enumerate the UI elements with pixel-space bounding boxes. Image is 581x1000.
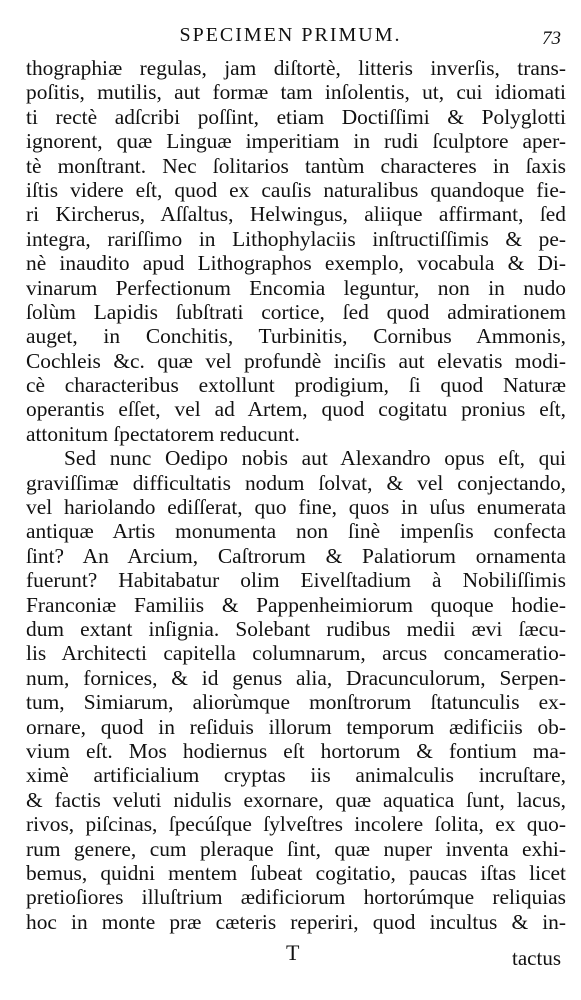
text-line: pretioſiores illuſtrium ædificiorum hortorúmque reliquias xyxy=(26,885,566,910)
text-line: Franconiæ Familiis & Pappenheimiorum quoque hodie- xyxy=(26,592,566,617)
text-line: bemus, quidni mentem ſubeat cogitatio, paucas iſtas licet xyxy=(26,860,566,885)
text-line: Sed nunc Oedipo nobis aut Alexandro opus eſt, qui xyxy=(64,446,566,471)
text-line: attonitum ſpectatorem reducunt. xyxy=(26,421,300,446)
text-line: integra, rariſſimo in Lithophylaciis inſtructiſſimis & pe- xyxy=(26,226,566,251)
text-line: antiquæ Artis monumenta non ſinè impenſis confecta xyxy=(26,519,566,544)
text-line: nè inaudito apud Lithographos exemplo, vocabula & Di- xyxy=(26,251,566,276)
text-line: auget, in Conchitis, Turbinitis, Cornibus Ammonis, xyxy=(26,324,566,349)
page-title: SPECIMEN PRIMUM. xyxy=(179,24,402,46)
text-line: tè monſtrant. Nec ſolitarios tantùm characteres in ſaxis xyxy=(26,153,566,178)
running-header xyxy=(0,18,581,50)
catchword: tactus xyxy=(512,946,561,970)
text-line: rum genere, cum pleraque ſint, quæ nuper inventa exhi- xyxy=(26,836,566,861)
text-line: vium eſt. Mos hodiernus eſt hortorum & fontium ma- xyxy=(26,738,566,763)
text-line: fuerunt? Habitabatur olim Eivelſtadium à Nobiliſſimis xyxy=(26,568,566,593)
text-line: ſolùm Lapidis ſubſtrati cortice, ſed quod admirationem xyxy=(26,299,566,324)
text-line: Cochleis &c. quæ vel profundè inciſis aut elevatis modi- xyxy=(26,348,566,373)
text-line: ignorent, quæ Linguæ imperitiam in rudi ſculptore aper- xyxy=(26,129,566,154)
text-line: ſint? An Arcium, Caſtrorum & Palatiorum ornamenta xyxy=(26,543,566,568)
text-line: & factis veluti nidulis exornare, quæ aquatica ſunt, lacus, xyxy=(26,787,566,812)
text-line: ti rectè adſcribi poſſint, etiam Doctiſſimi & Polyglotti xyxy=(26,104,566,129)
text-line: cè characteribus extollunt prodigium, ſi quod Naturæ xyxy=(26,373,566,398)
text-line: rivos, piſcinas, ſpecúſque ſylveſtres incolere ſolita, ex quo- xyxy=(26,812,566,837)
text-line: graviſſimæ difficultatis nodum ſolvat, & vel conjectando, xyxy=(26,470,566,495)
text-line: ximè artificialium cryptas iis animalculis incruſtare, xyxy=(26,763,566,788)
text-line: ri Kircherus, Aſſaltus, Helwingus, aliique affirmant, ſed xyxy=(26,202,566,227)
text-line: vinarum Perfectionum Encomia leguntur, non in nudo xyxy=(26,275,566,300)
page-number: 73 xyxy=(542,28,561,49)
text-line: vel hariolando ediſſerat, quo fine, quos in uſus enumerata xyxy=(26,495,566,520)
text-line: ornare, quod in reſiduis illorum temporum ædificiis ob- xyxy=(26,714,566,739)
text-line: operantis eſſet, vel ad Artem, quod cogitatu pronius eſt, xyxy=(26,397,566,422)
text-line: iſtis videre eſt, quod ex cauſis naturalibus quandoque fie- xyxy=(26,177,566,202)
text-line: thographiæ regulas, jam diſtortè, litteris inverſis, trans- xyxy=(26,56,566,80)
text-line: tum, Simiarum, aliorùmque monſtrorum ſtatunculis ex- xyxy=(26,690,566,715)
text-line: dum extant inſignia. Solebant rudibus medii ævi ſæcu- xyxy=(26,616,566,641)
text-line: hoc in monte præ cæteris reperiri, quod incultus & in- xyxy=(26,909,566,934)
signature-mark: T xyxy=(286,940,300,965)
page-footer xyxy=(0,940,581,980)
text-line: lis Architecti capitella columnarum, arcus concameratio- xyxy=(26,641,566,666)
text-line: num, fornices, & id genus alia, Dracunculorum, Serpen- xyxy=(26,665,566,690)
text-line: poſitis, mutilis, aut formæ tam inſolentis, ut, cui idiomati xyxy=(26,80,566,105)
body-text xyxy=(26,56,566,934)
